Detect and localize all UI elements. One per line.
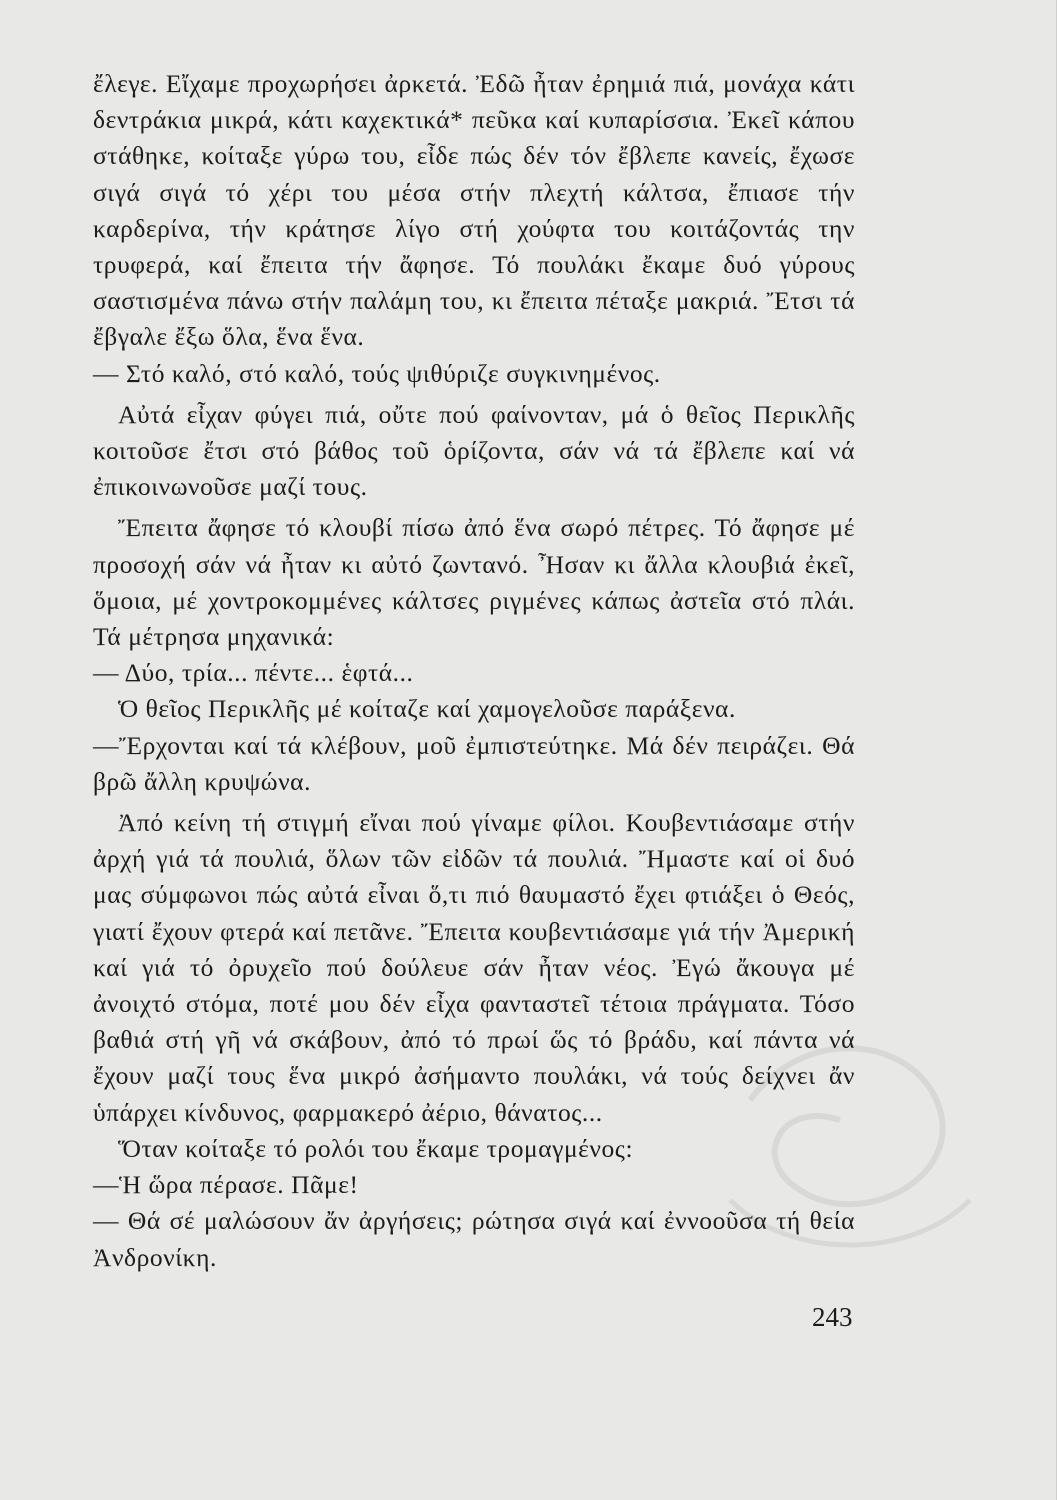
dialogue-line: — Δύο, τρία... πέντε... ἑφτά... xyxy=(93,658,414,688)
paragraph: Ὁ θεῖος Περικλῆς μέ κοίταζε καί χαμογελοῦσε παράξενα. xyxy=(118,694,736,724)
dialogue-line: — Θά σέ μαλώσουν ἄν ἀργήσεις; ρώτησα σιγά καί ἐννοοῦσα τή θεία Ἀνδρονίκη. xyxy=(93,1206,855,1272)
dialogue-line: — Στό καλό, στό καλό, τούς ψιθύριζε συγκινημένος. xyxy=(93,358,661,388)
paragraph: Ἀπό κείνη τή στιγμή εἴναι πού γίναμε φίλοι. Κουβεντιάσαμε στήν ἀρχή γιά τά πουλιά, ὅλων τῶν εἰδῶν τά πουλιά. Ἤμαστε καί οἱ δυό μας σύμφωνοι πώς αὐτά εἶναι ὅ,τι πιό θαυμαστό ἔχει φτιάξει ὁ Θεός, γιατί ἔχουν φτερά καί πετᾶνε. Ἔπειτα κουβεντιάσαμε γιά τήν Ἀμερική καί γιά τό ὀρυχεῖο πού δούλευε σάν ἦταν νέος. Ἐγώ ἄκουγα μέ ἀνοιχτό στόμα, ποτέ μου δέν εἶχα φανταστεῖ τέτοια πράγματα. Τόσο βαθιά στή γῆ νά σκάβουν, ἀπό τό πρωί ὥς τό βράδυ, καί πάντα νά ἔχουν μαζί τους ἕνα μικρό ἀσήμαντο πουλάκι, νά τούς δείχνει ἄν ὑπάρχει κίνδυνος, φαρμακερό ἀέριο, θάνατος... xyxy=(93,808,855,1127)
body-text xyxy=(93,66,855,1276)
paragraph: Ἔπειτα ἄφησε τό κλουβί πίσω ἀπό ἕνα σωρό πέτρες. Τό ἄφησε μέ προσοχή σάν νά ἦταν κι αὐτό ζωντανό. Ἦσαν κι ἄλλα κλουβιά ἐκεῖ, ὅμοια, μέ χοντροκομμένες κάλτσες ριγμένες κάπως ἀστεῖα στό πλάι. Τά μέτρησα μηχανικά: xyxy=(93,513,855,652)
dialogue-line: —Ἔρχονται καί τά κλέβουν, μοῦ ἐμπιστεύτηκε. Μά δέν πειράζει. Θά βρῶ ἄλλη κρυψώνα. xyxy=(93,730,855,796)
paragraph: Αὐτά εἶχαν φύγει πιά, οὔτε πού φαίνονταν, μά ὁ θεῖος Περικλῆς κοιτοῦσε ἔτσι στό βάθος τοῦ ὁρίζοντα, σάν νά τά ἔβλεπε καί νά ἐπικοινωνοῦσε μαζί τους. xyxy=(93,399,855,502)
paragraph: ἔλεγε. Εἴχαμε προχωρήσει ἀρκετά. Ἐδῶ ἦταν ἐρημιά πιά, μονάχα κάτι δεντράκια μικρά, κάτι καχεκτικά* πεῦκα καί κυπαρίσσια. Ἐκεῖ κάπου στάθηκε, κοίταξε γύρω του, εἶδε πώς δέν τόν ἔβλεπε κανείς, ἔχωσε σιγά σιγά τό χέρι του μέσα στήν πλεχτή κάλτσα, ἔπιασε τήν καρδερίνα, τήν κράτησε λίγο στή χούφτα του κοιτάζοντάς την τρυφερά, καί ἔπειτα τήν ἄφησε. Τό πουλάκι ἔκαμε δυό γύρους σαστισμένα πάνω στήν παλάμη του, κι ἔπειτα πέταξε μακριά. Ἔτσι τά ἔβγαλε ἔξω ὅλα, ἕνα ἕνα. xyxy=(93,69,855,352)
dialogue-line: —Ἡ ὥρα πέρασε. Πᾶμε! xyxy=(93,1170,359,1200)
paragraph: Ὅταν κοίταξε τό ρολόι του ἔκαμε τρομαγμένος: xyxy=(118,1133,634,1163)
page-number: 243 xyxy=(812,1302,853,1332)
